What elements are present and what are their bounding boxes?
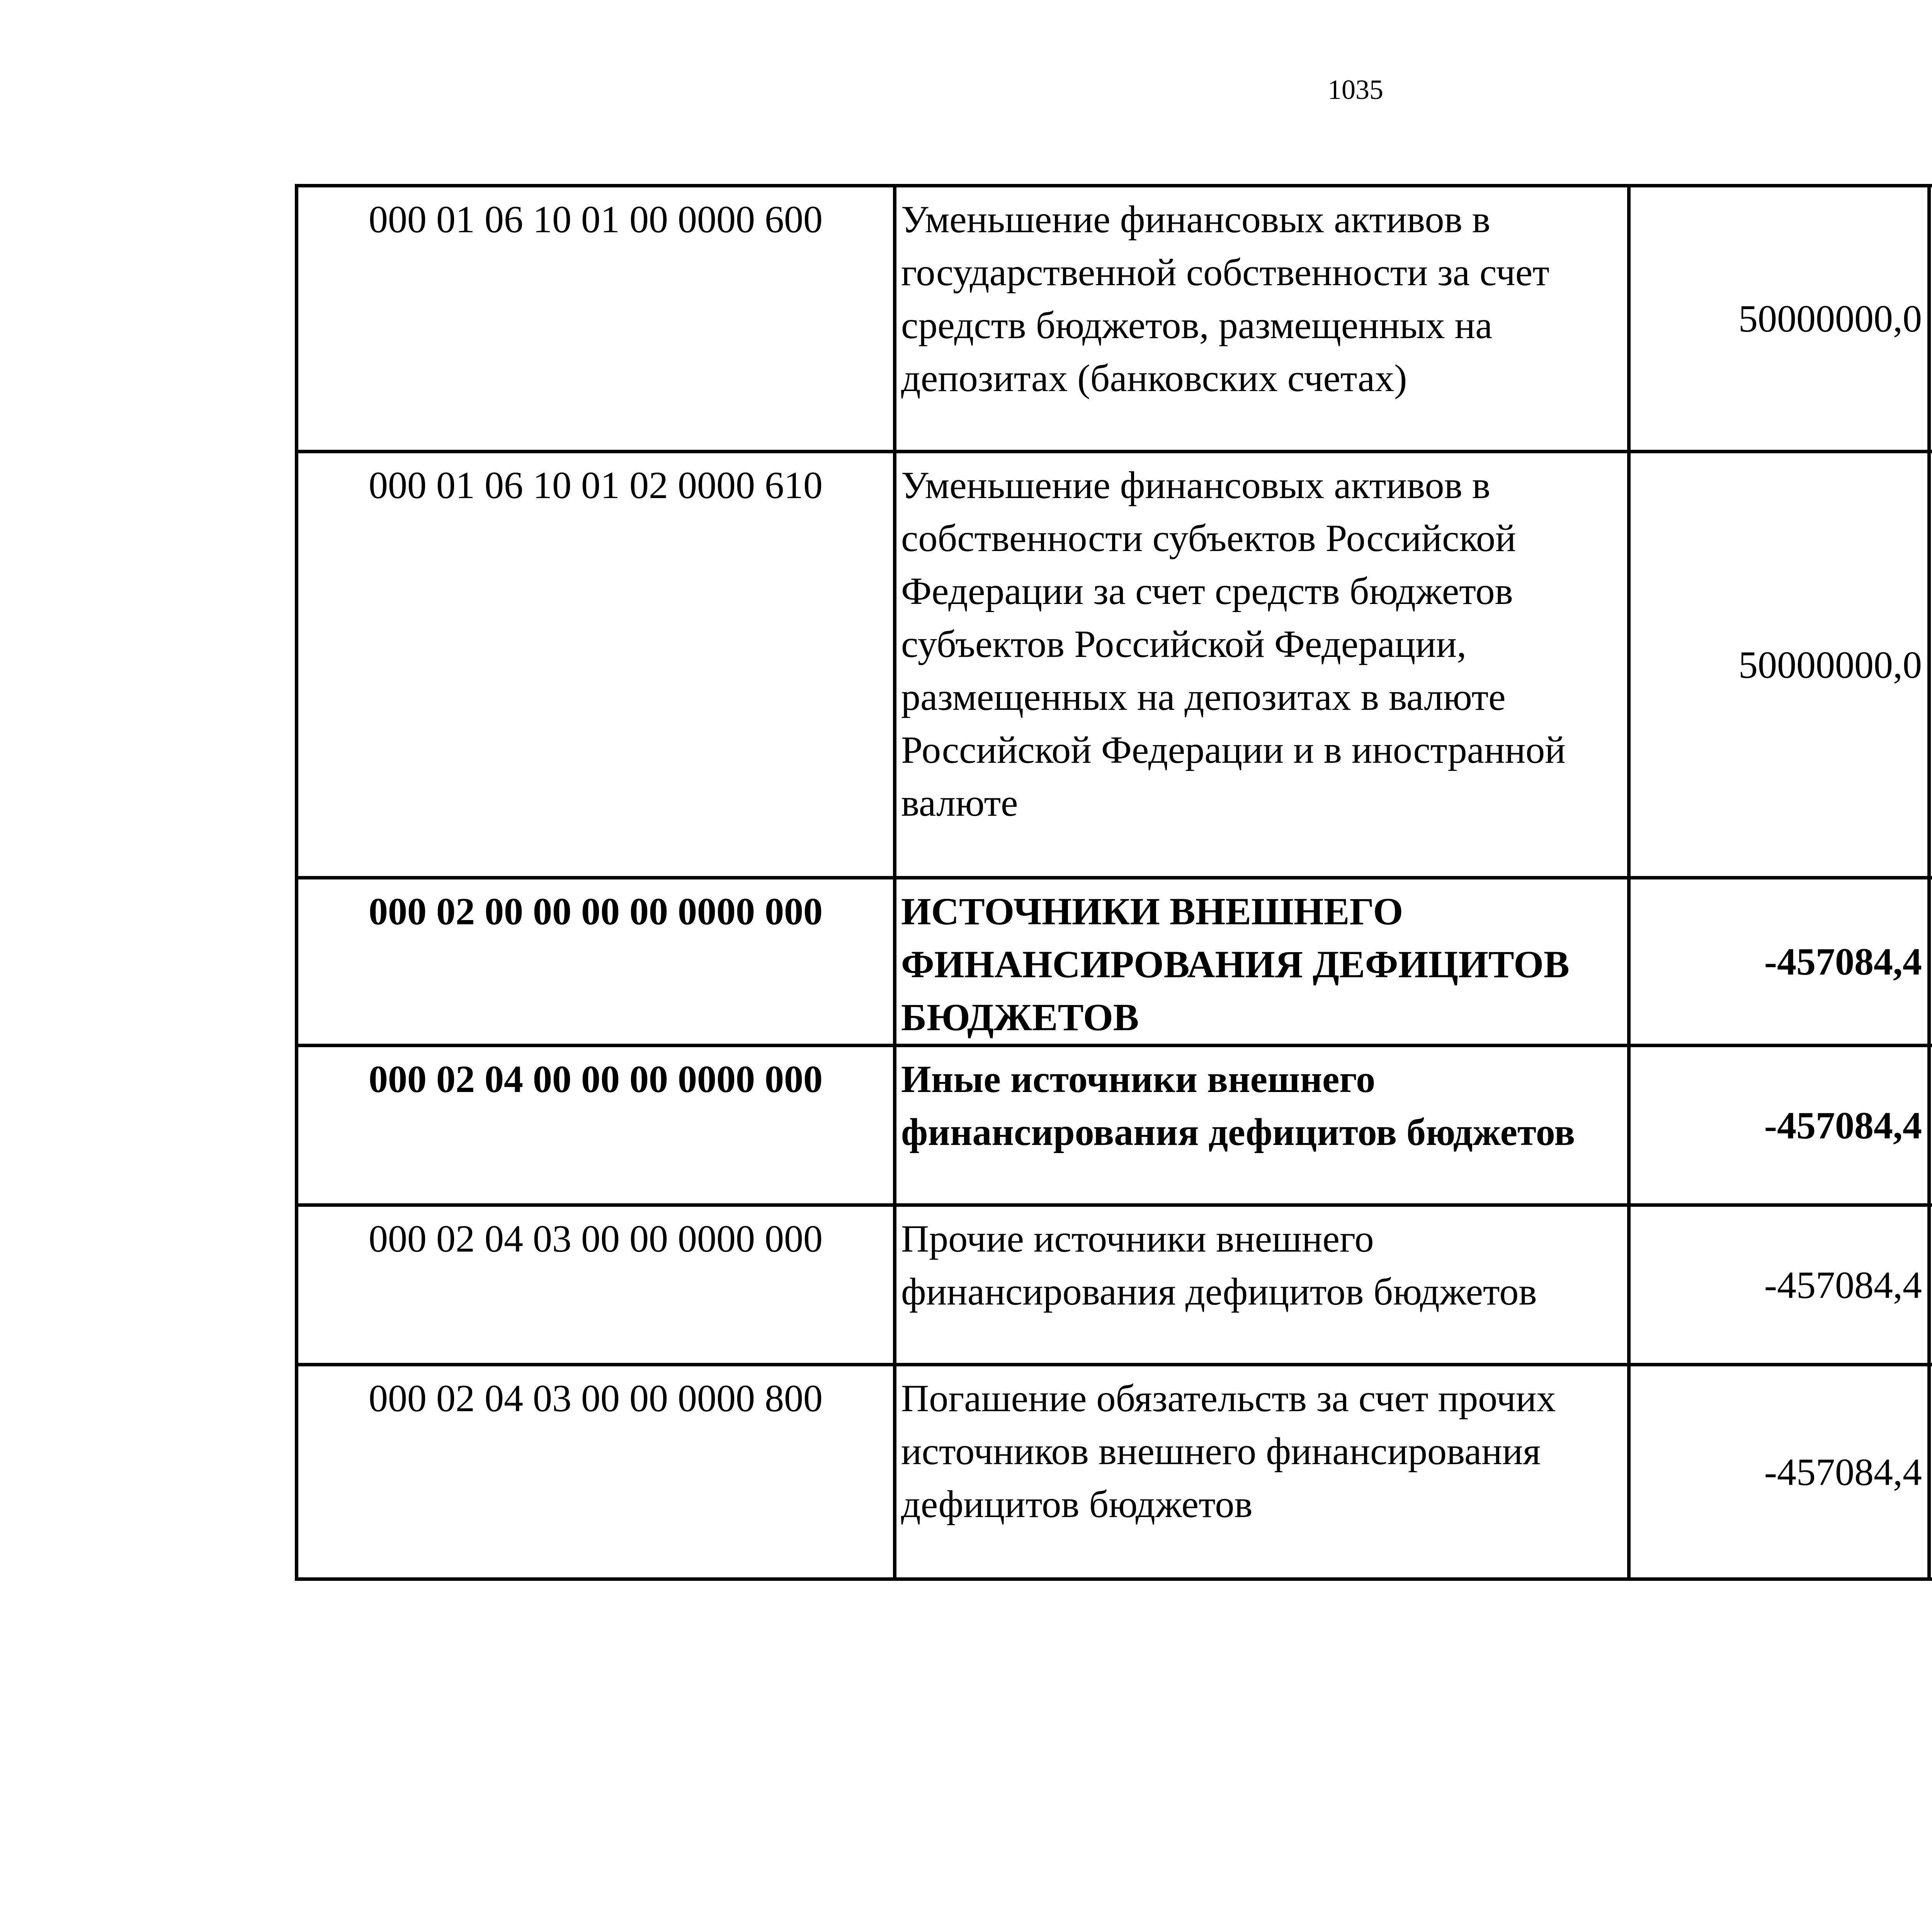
table-row [297,1046,1932,1205]
description-cell: Иные источники внешнего финансирования дефицитов бюджетов [895,1046,1629,1205]
budget-code-cell: 000 01 06 10 01 00 0000 600 [297,186,895,452]
budget-code-cell: 000 02 00 00 00 00 0000 000 [297,878,895,1046]
table-row [297,1365,1932,1579]
budget-sources-table [295,184,1932,1581]
value-year-2-cell [1929,1205,1932,1365]
value-year-2-cell [1929,878,1932,1046]
table-row [297,1205,1932,1365]
budget-code-cell: 000 02 04 00 00 00 0000 000 [297,1046,895,1205]
value-year-2-cell [1929,1365,1932,1579]
value-year-1-cell: 50000000,0 [1629,186,1929,452]
description-cell: Погашение обязательств за счет прочих источников внешнего финансирования дефицитов бюджетов [895,1365,1629,1579]
value-year-1-cell: 50000000,0 [1629,452,1929,878]
value-year-1-cell: -457084,4 [1629,1365,1929,1579]
budget-code-cell: 000 01 06 10 01 02 0000 610 [297,452,895,878]
value-year-1-cell: -457084,4 [1629,1046,1929,1205]
value-year-1-cell: -457084,4 [1629,1205,1929,1365]
table-row [297,878,1932,1046]
description-cell: Прочие источники внешнего финансирования дефицитов бюджетов [895,1205,1629,1365]
budget-code-cell: 000 02 04 03 00 00 0000 800 [297,1365,895,1579]
description-cell: ИСТОЧНИКИ ВНЕШНЕГО ФИНАНСИРОВАНИЯ ДЕФИЦИТОВ БЮДЖЕТОВ [895,878,1629,1046]
value-year-2-cell [1929,452,1932,878]
value-year-2-cell [1929,186,1932,452]
description-cell: Уменьшение финансовых активов в государственной собственности за счет средств бюджетов, размещенных на депозитах (банковских счетах) [895,186,1629,452]
page-number: 1035 [1328,74,1383,105]
budget-code-cell: 000 02 04 03 00 00 0000 000 [297,1205,895,1365]
table-row [297,452,1932,878]
description-cell: Уменьшение финансовых активов в собственности субъектов Российской Федерации за счет средств бюджетов субъектов Российской Федерации, размещенных на депозитах в валюте Российской Федерации и в иностранной валюте [895,452,1629,878]
value-year-1-cell: -457084,4 [1629,878,1929,1046]
table-row [297,186,1932,452]
value-year-2-cell [1929,1046,1932,1205]
